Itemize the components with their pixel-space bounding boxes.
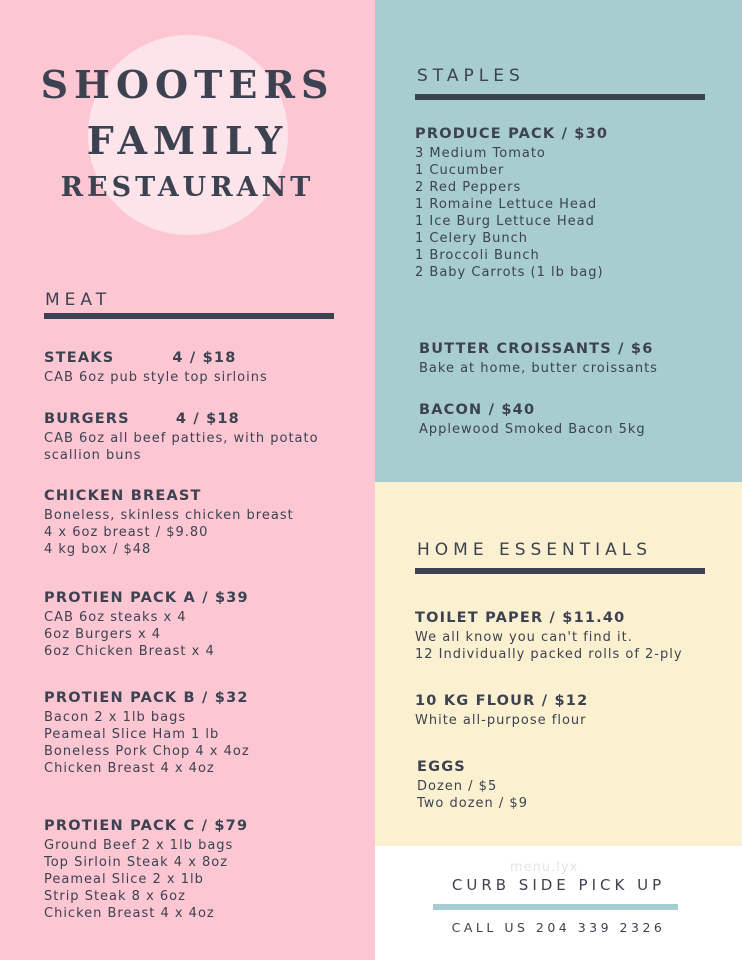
item-line: 4 kg box / $48 bbox=[44, 542, 152, 557]
item-name: PRODUCE PACK / $30 bbox=[415, 126, 609, 142]
home-essentials-heading: HOME ESSENTIALS bbox=[417, 540, 653, 560]
item-name: 10 KG FLOUR / $12 bbox=[415, 693, 589, 709]
item-line: 1 Romaine Lettuce Head bbox=[415, 197, 598, 212]
item-line: Chicken Breast 4 x 4oz bbox=[44, 761, 215, 776]
item-line: 1 Broccoli Bunch bbox=[415, 248, 540, 263]
item-line: Boneless, skinless chicken breast bbox=[44, 508, 294, 523]
restaurant-name-line3: RESTAURANT bbox=[60, 172, 315, 203]
menu-item-chicken-breast bbox=[44, 488, 294, 558]
item-line: Boneless Pork Chop 4 x 4oz bbox=[44, 744, 250, 759]
item-line: 1 Cucumber bbox=[415, 163, 505, 178]
item-name: BUTTER CROISSANTS / $6 bbox=[419, 341, 654, 357]
item-name: PROTIEN PACK B / $32 bbox=[44, 690, 249, 706]
staples-heading: STAPLES bbox=[417, 66, 525, 86]
item-line: White all-purpose flour bbox=[415, 713, 587, 728]
watermark: menu.lyx bbox=[510, 860, 579, 875]
menu-item-protein-pack-a bbox=[44, 590, 249, 660]
item-name: STEAKS bbox=[44, 350, 115, 366]
item-line: Ground Beef 2 x 1lb bags bbox=[44, 838, 234, 853]
menu-item-bacon bbox=[419, 402, 646, 438]
item-line: Strip Steak 8 x 6oz bbox=[44, 889, 186, 904]
item-line: CAB 6oz pub style top sirloins bbox=[44, 370, 268, 385]
menu-item-protein-pack-b bbox=[44, 690, 250, 777]
item-name: BACON / $40 bbox=[419, 402, 536, 418]
item-line: Chicken Breast 4 x 4oz bbox=[44, 906, 215, 921]
menu-item-burgers bbox=[44, 411, 319, 464]
menu-item-flour bbox=[415, 693, 588, 729]
item-name: EGGS bbox=[417, 759, 466, 775]
item-line: 6oz Chicken Breast x 4 bbox=[44, 644, 215, 659]
menu-item-steaks bbox=[44, 350, 268, 386]
item-line: Peameal Slice Ham 1 lb bbox=[44, 727, 220, 742]
item-line: 1 Celery Bunch bbox=[415, 231, 529, 246]
item-line: We all know you can't find it. bbox=[415, 630, 633, 645]
item-qty: 4 / $18 bbox=[172, 350, 237, 366]
staples-rule bbox=[415, 94, 705, 100]
home-essentials-rule bbox=[415, 568, 705, 574]
item-line: 6oz Burgers x 4 bbox=[44, 627, 162, 642]
menu-item-butter-croissants bbox=[419, 341, 658, 377]
item-name: TOILET PAPER / $11.40 bbox=[415, 610, 626, 626]
item-line: 12 Individually packed rolls of 2-ply bbox=[415, 647, 683, 662]
curbside-rule bbox=[433, 904, 678, 910]
curbside-heading: CURB SIDE PICK UP bbox=[451, 876, 666, 894]
menu-item-toilet-paper bbox=[415, 610, 683, 663]
item-line: Two dozen / $9 bbox=[417, 796, 528, 811]
item-line: CAB 6oz steaks x 4 bbox=[44, 610, 187, 625]
item-line: 2 Red Peppers bbox=[415, 180, 522, 195]
item-line: 2 Baby Carrots (1 lb bag) bbox=[415, 265, 604, 280]
item-line: Top Sirloin Steak 4 x 8oz bbox=[44, 855, 229, 870]
item-line: Dozen / $5 bbox=[417, 779, 498, 794]
restaurant-name-line2: FAMILY bbox=[86, 118, 289, 163]
item-line: Bacon 2 x 1lb bags bbox=[44, 710, 187, 725]
menu-item-protein-pack-c bbox=[44, 818, 248, 922]
item-line: scallion buns bbox=[44, 448, 142, 463]
item-qty: 4 / $18 bbox=[175, 411, 240, 427]
meat-heading: MEAT bbox=[45, 290, 112, 310]
item-line: Peameal Slice 2 x 1lb bbox=[44, 872, 204, 887]
item-line: 1 Ice Burg Lettuce Head bbox=[415, 214, 595, 229]
item-line: 3 Medium Tomato bbox=[415, 146, 546, 161]
item-name: CHICKEN BREAST bbox=[44, 488, 202, 504]
menu-item-eggs bbox=[417, 759, 528, 812]
phone-number: CALL US 204 339 2326 bbox=[451, 920, 666, 935]
item-line: Applewood Smoked Bacon 5kg bbox=[419, 422, 646, 437]
item-line: CAB 6oz all beef patties, with potato bbox=[44, 431, 319, 446]
restaurant-name-line1: SHOOTERS bbox=[40, 62, 335, 107]
item-name: BURGERS bbox=[44, 411, 130, 427]
meat-rule bbox=[44, 313, 334, 319]
item-line: Bake at home, butter croissants bbox=[419, 361, 658, 376]
item-line: 4 x 6oz breast / $9.80 bbox=[44, 525, 209, 540]
item-name: PROTIEN PACK A / $39 bbox=[44, 590, 249, 606]
item-name: PROTIEN PACK C / $79 bbox=[44, 818, 249, 834]
menu-item-produce-pack bbox=[415, 126, 608, 281]
